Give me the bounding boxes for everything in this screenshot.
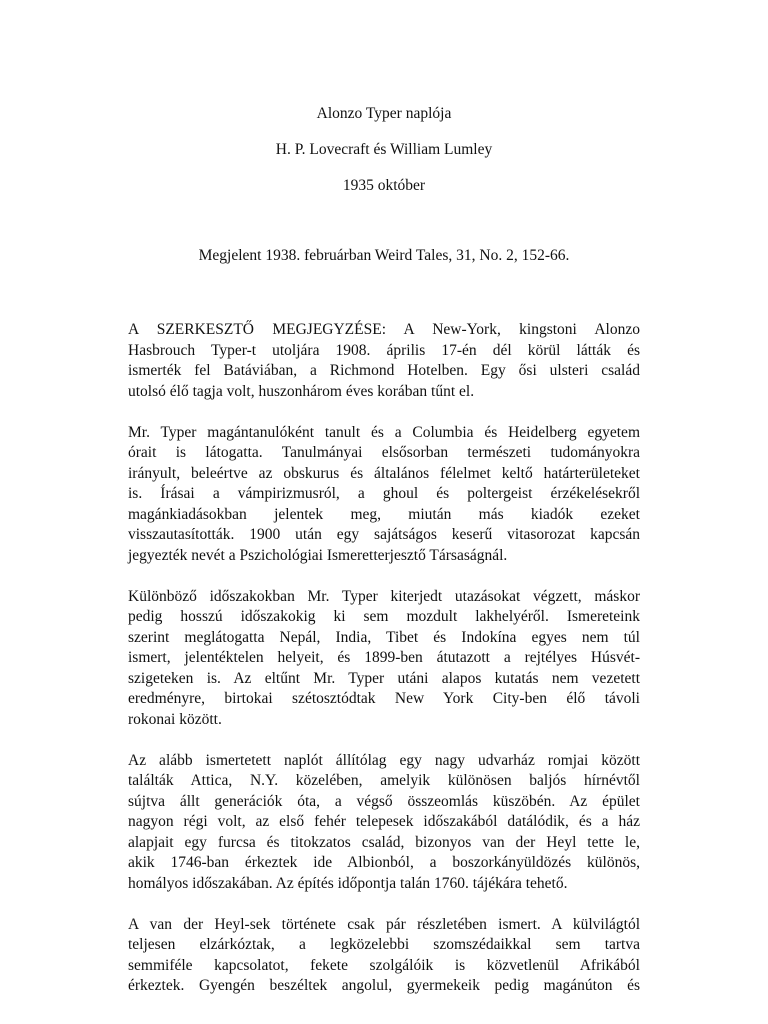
text-line: utolsó élő tagja volt, huszonhárom éves korában tűnt el. (128, 382, 475, 400)
text-line: ismerték fel Batáviában, a Richmond Hotelben. Egy ősi ulsteri család (128, 362, 640, 379)
text-line: eredményre, birtokai szétosztódtak New York City-ben élő távoli (128, 690, 640, 707)
text-line: órait is látogatta. Tanulmányai elsősorban természeti tudományokra (128, 444, 640, 461)
text-line: szigeteken is. Az eltűnt Mr. Typer utáni alapos kutatás nem vezetett (128, 669, 640, 687)
text-line: alapjait egy furcsa és titokzatos család, bizonyos van der Heyl tette le, (128, 833, 640, 851)
text-line: érkeztek. Gyengén beszéltek angolul, gyermekeik pedig magánúton és (128, 977, 640, 994)
text-line: akik 1746-ban érkeztek ide Albionból, a boszorkányüldözés különös, (128, 854, 640, 871)
text-line: nagyon régi volt, az első fehér telepesek időszakából datálódik, és a ház (128, 813, 640, 830)
text-line: pedig hosszú időszakokig ki sem mozdult lakhelyéről. Ismereteink (128, 608, 640, 625)
travels-paragraph (128, 587, 640, 731)
editor-note-paragraph (128, 320, 640, 402)
text-line: rokonai között. (128, 710, 222, 728)
education-paragraph (128, 423, 640, 567)
text-line: Különböző időszakokban Mr. Typer kiterjedt utazásokat végzett, máskor (128, 587, 640, 605)
text-line: Mr. Typer magántanulóként tanult és a Columbia és Heidelberg egyetem (128, 423, 640, 441)
document-body (128, 320, 640, 1017)
text-line: jegyezték nevét a Pszichológiai Ismeretterjesztő Társaságnál. (128, 546, 508, 564)
text-line: szerint meglátogatta Nepál, India, Tibet és Indokína egyes nem túl (128, 628, 640, 646)
text-line: Az alább ismertetett naplót állítólag egy nagy udvarház romjai között (128, 751, 640, 769)
family-history-paragraph (128, 915, 640, 997)
text-line: semmiféle kapcsolatot, fekete szolgálóik is közvetlenül Afrikából (128, 956, 640, 974)
text-line: sújtva állt generációk óta, a végső összeomlás küszöbén. Az épület (128, 792, 640, 810)
text-line: magánkiadásokban jelentek meg, miután más kiadók ezeket (128, 505, 640, 523)
text-line: homályos időszakában. Az építés időpontja talán 1760. tájékára tehető. (128, 874, 568, 892)
diary-origin-paragraph (128, 751, 640, 895)
text-line: ismert, jelentéktelen helyeit, és 1899-ben átutazott a rejtélyes Húsvét- (128, 649, 640, 666)
publication-note: Megjelent 1938. februárban Weird Tales, 31, No. 2, 152-66. (198, 247, 570, 264)
text-line: is. Írásai a vámpirizmusról, a ghoul és poltergeist érzékelésekről (128, 485, 640, 502)
text-line: A van der Heyl-sek története csak pár részletében ismert. A külvilágtól (128, 915, 640, 933)
text-line: A SZERKESZTŐ MEGJEGYZÉSE: A New-York, kingstoni Alonzo (128, 321, 640, 338)
document-date: 1935 október (342, 177, 426, 194)
text-line: találták Attica, N.Y. közelében, amelyik különösen baljós hírnévtől (128, 772, 640, 789)
text-line: teljesen elzárkóztak, a legközelebbi szomszédaikkal sem tartva (128, 936, 640, 953)
document-title: Alonzo Typer naplója (316, 105, 452, 122)
document-authors: H. P. Lovecraft és William Lumley (275, 141, 493, 158)
text-line: irányult, beleértve az obskurus és általános félelmet keltő határterületeket (128, 464, 640, 482)
text-line: visszautasították. 1900 után egy sajátságos keserű vitasorozat kapcsán (128, 526, 640, 543)
text-line: Hasbrouch Typer-t utoljára 1908. április 17-én dél körül látták és (128, 341, 640, 359)
